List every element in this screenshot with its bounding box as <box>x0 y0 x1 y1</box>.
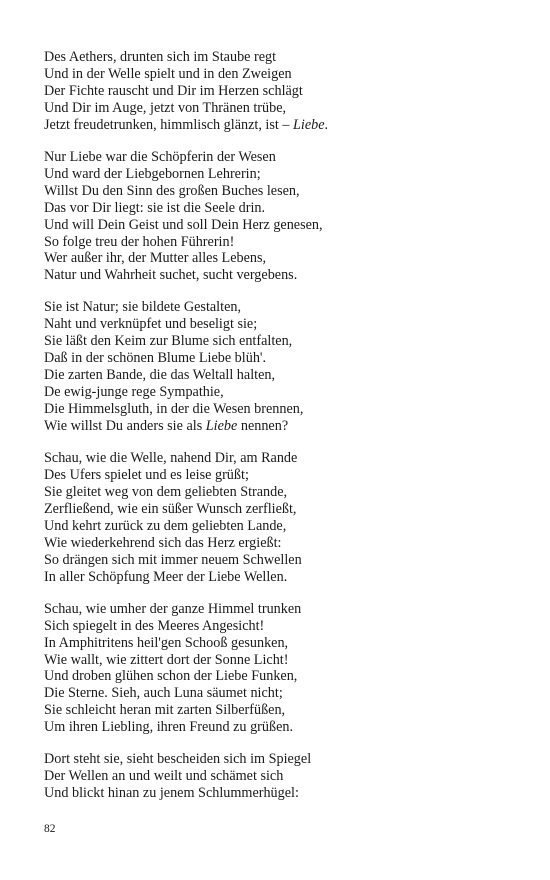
poem-line <box>44 367 514 384</box>
line-text: Des Ufers spielet und es leise grüßt; <box>44 466 249 483</box>
poem-line <box>44 702 514 719</box>
poem-line <box>44 518 514 535</box>
poem-line <box>44 601 514 618</box>
poem-line <box>44 350 514 367</box>
poem-line <box>44 183 514 200</box>
line-text-after: nennen? <box>237 418 289 435</box>
poem-line <box>44 166 514 183</box>
emphasized-word: Liebe <box>293 116 325 133</box>
poem-line <box>44 751 514 768</box>
stanza <box>44 149 514 285</box>
line-text: So folge treu der hohen Führerin! <box>44 233 235 250</box>
line-text: Das vor Dir liegt: sie ist die Seele drin. <box>44 199 266 216</box>
line-text: Sie schleicht heran mit zarten Silberfüßen, <box>44 702 286 719</box>
poem-line <box>44 234 514 251</box>
line-text: Jetzt freudetrunken, himmlisch glänzt, ist – <box>44 116 294 133</box>
line-text: Schau, wie die Welle, nahend Dir, am Rande <box>44 450 298 467</box>
line-text: In aller Schöpfung Meer der Liebe Wellen. <box>44 568 288 585</box>
line-text: Wie willst Du anders sie als <box>44 418 206 435</box>
line-text: Nur Liebe war die Schöpferin der Wesen <box>44 148 276 165</box>
poem-line <box>44 250 514 267</box>
poem-line <box>44 316 514 333</box>
line-text: Wer außer ihr, der Mutter alles Lebens, <box>44 250 267 267</box>
poem-line <box>44 501 514 518</box>
poem-line <box>44 66 514 83</box>
poem-line <box>44 768 514 785</box>
poem-line <box>44 217 514 234</box>
line-text: Der Wellen an und weilt und schämet sich <box>44 768 284 785</box>
poem-line <box>44 552 514 569</box>
poem-line <box>44 100 514 117</box>
poem-line <box>44 117 514 134</box>
line-text: Des Aethers, drunten sich im Staube regt <box>44 49 277 65</box>
line-text: Und blickt hinan zu jenem Schlummerhügel: <box>44 785 299 802</box>
poem-line <box>44 450 514 467</box>
line-text: Und will Dein Geist und soll Dein Herz genesen, <box>44 216 323 233</box>
emphasized-word: Liebe <box>205 418 238 435</box>
poem-line <box>44 384 514 401</box>
poem-line <box>44 267 514 284</box>
line-text: Wie wiederkehrend sich das Herz ergießt: <box>44 534 282 551</box>
line-text: Willst Du den Sinn des großen Buches lesen, <box>44 182 300 199</box>
poem-line <box>44 333 514 350</box>
poem-line <box>44 418 514 435</box>
poem-line <box>44 635 514 652</box>
page-number: 82 <box>44 823 56 835</box>
poem-line <box>44 652 514 669</box>
line-text: Die zarten Bande, die das Weltall halten, <box>44 367 276 384</box>
poem-line <box>44 49 514 66</box>
line-text: Und in der Welle spielt und in den Zweigen <box>44 65 292 82</box>
line-text: Und droben glühen schon der Liebe Funken, <box>44 668 298 685</box>
line-text: Und ward der Liebgebornen Lehrerin; <box>44 165 261 182</box>
line-text: Der Fichte rauscht und Dir im Herzen schlägt <box>44 82 303 99</box>
line-text: Sie ist Natur; sie bildete Gestalten, <box>44 299 242 316</box>
line-text-after: . <box>324 116 329 133</box>
line-text: Zerfließend, wie ein süßer Wunsch zerfließt, <box>44 500 297 517</box>
poem-line <box>44 618 514 635</box>
stanza <box>44 49 514 134</box>
line-text: Sie läßt den Keim zur Blume sich entfalten, <box>44 333 293 350</box>
line-text: So drängen sich mit immer neuem Schwellen <box>44 551 302 568</box>
line-text: Dort steht sie, sieht bescheiden sich im Spiegel <box>44 751 312 768</box>
poem-line <box>44 484 514 501</box>
line-text: Und Dir im Auge, jetzt von Thränen trübe, <box>44 99 287 116</box>
stanza <box>44 601 514 737</box>
poem-line <box>44 668 514 685</box>
line-text: Schau, wie umher der ganze Himmel trunken <box>44 600 302 617</box>
poem-line <box>44 535 514 552</box>
line-text: Naht und verknüpfet und beseligt sie; <box>44 316 258 333</box>
poem-line <box>44 83 514 100</box>
poem-line <box>44 200 514 217</box>
line-text: Natur und Wahrheit suchet, sucht vergebens. <box>44 267 298 284</box>
stanza <box>44 299 514 435</box>
poem-line <box>44 401 514 418</box>
line-text: In Amphitritens heil'gen Schooß gesunken, <box>44 634 289 651</box>
line-text: Die Himmelsgluth, in der die Wesen brennen, <box>44 401 304 418</box>
line-text: Die Sterne. Sieh, auch Luna säumet nicht; <box>44 685 283 702</box>
poem-line <box>44 685 514 702</box>
line-text: Wie wallt, wie zittert dort der Sonne Licht! <box>44 651 289 668</box>
poem-line <box>44 569 514 586</box>
line-text: Um ihren Liebling, ihren Freund zu grüßen. <box>44 719 294 736</box>
line-text: De ewig-junge rege Sympathie, <box>44 384 224 401</box>
poem-line <box>44 149 514 166</box>
line-text: Daß in der schönen Blume Liebe blüh'. <box>44 350 267 367</box>
line-text: Sie gleitet weg von dem geliebten Strande, <box>44 483 288 500</box>
line-text: Und kehrt zurück zu dem geliebten Lande, <box>44 517 287 534</box>
poem-text <box>44 49 514 817</box>
poem-line <box>44 467 514 484</box>
poem-line <box>44 299 514 316</box>
poem-line <box>44 785 514 802</box>
stanza <box>44 751 514 802</box>
line-text: Sich spiegelt in des Meeres Angesicht! <box>44 617 265 634</box>
poem-line <box>44 719 514 736</box>
stanza <box>44 450 514 586</box>
